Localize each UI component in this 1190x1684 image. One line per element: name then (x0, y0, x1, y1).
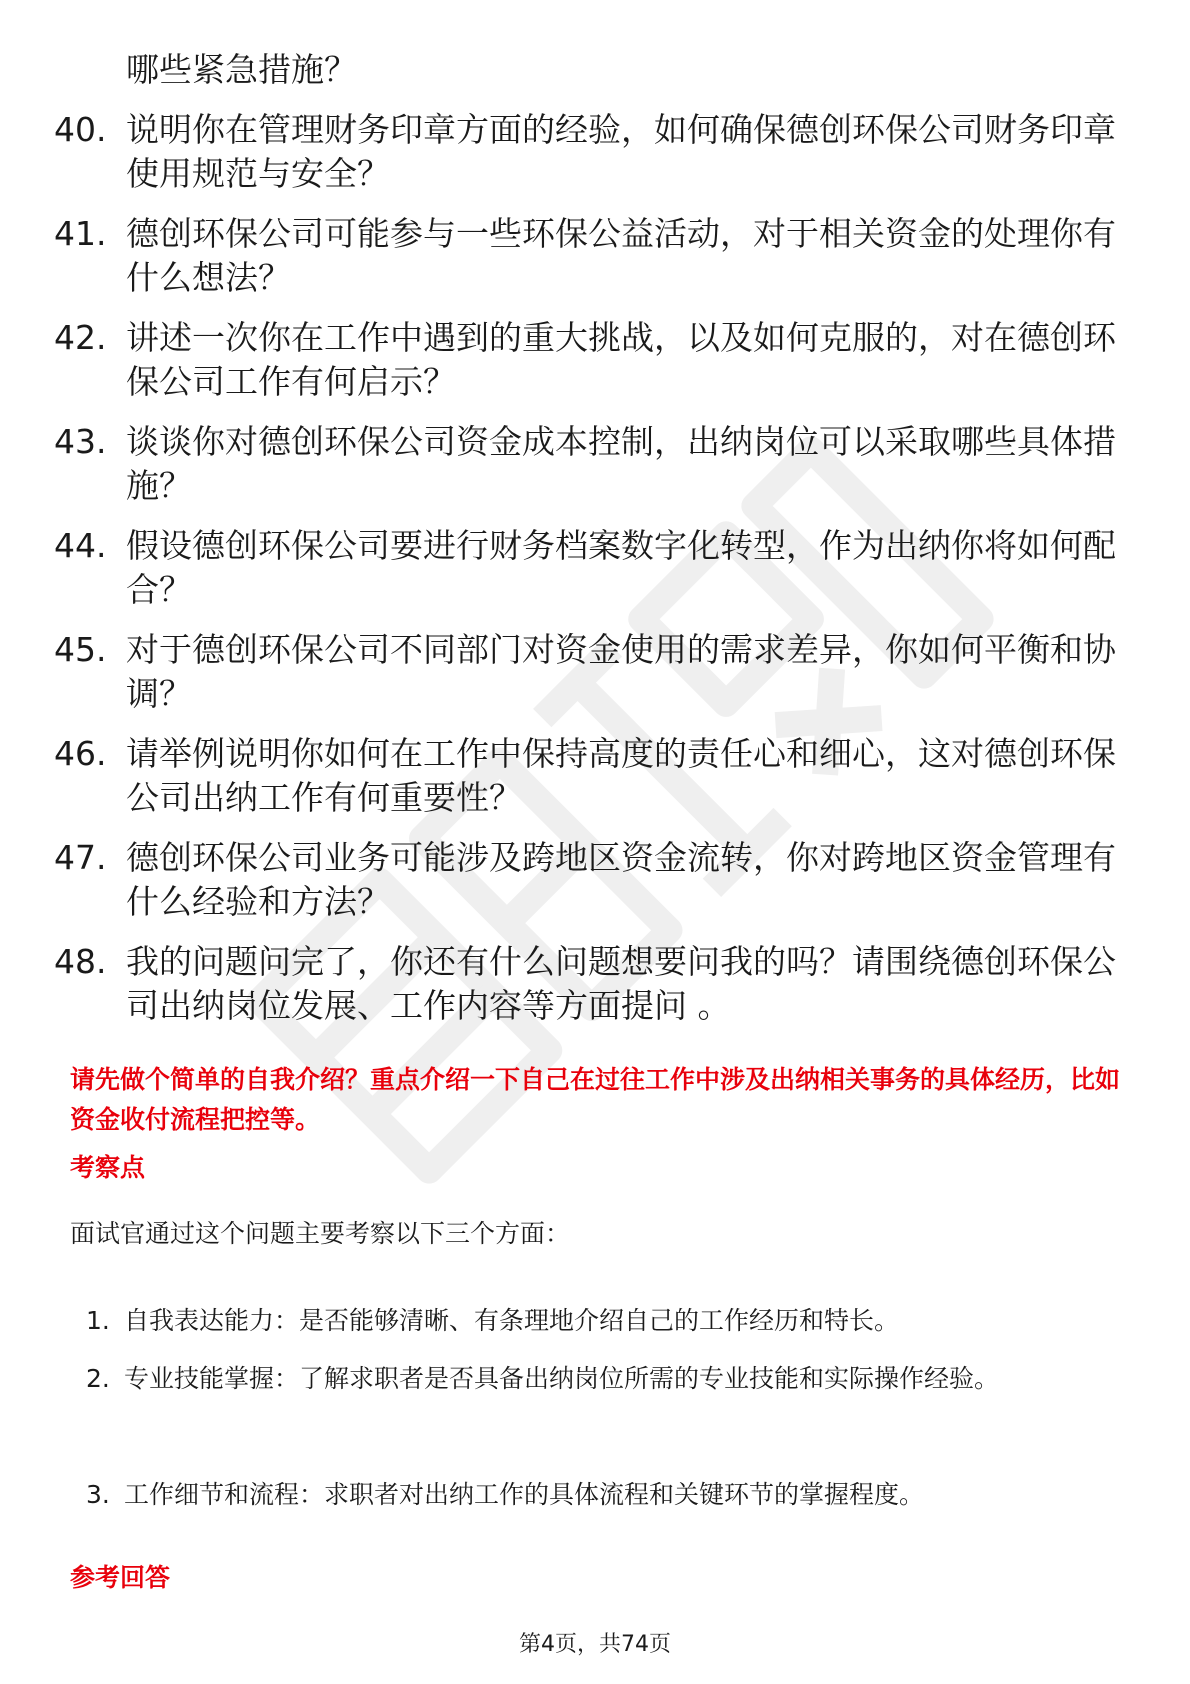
question-text: 说明你在管理财务印章方面的经验，如何确保德创环保公司财务印章使用规范与安全？ (126, 110, 1116, 193)
point-text: 专业技能掌握：了解求职者是否具备出纳岗位所需的专业技能和实际操作经验。 (124, 1364, 1000, 1393)
question-number: 42. (54, 318, 107, 357)
list-item (0, 212, 1190, 316)
question-text: 对于德创环保公司不同部门对资金使用的需求差异，你如何平衡和协调？ (126, 630, 1116, 713)
question-continuation: 哪些紧急措施？ (126, 50, 357, 89)
list-item (0, 1352, 1190, 1468)
question-text: 德创环保公司可能参与一些环保公益活动，对于相关资金的处理你有什么想法？ (126, 214, 1116, 297)
question-number: 45. (54, 630, 107, 669)
page-footer: 第4页，共74页 (519, 1632, 671, 1657)
question-number: 48. (54, 942, 107, 981)
question-number: 40. (54, 110, 107, 149)
list-item (0, 940, 1190, 1044)
list-item (0, 1294, 1190, 1352)
assessment-points (0, 1294, 1190, 1526)
question-list (0, 108, 1190, 1044)
question-number: 46. (54, 734, 107, 773)
list-item (0, 732, 1190, 836)
question-text: 我的问题问完了，你还有什么问题想要问我的吗？请围绕德创环保公司出纳岗位发展、工作内容等方面提问 。 (126, 942, 1116, 1025)
question-text: 假设德创环保公司要进行财务档案数字化转型，作为出纳你将如何配合？ (126, 526, 1116, 609)
section-heading-answer: 参考回答 (70, 1563, 171, 1592)
point-number: 3. (86, 1480, 110, 1509)
point-text: 工作细节和流程：求职者对出纳工作的具体流程和关键环节的掌握程度。 (124, 1480, 925, 1509)
question-text: 讲述一次你在工作中遇到的重大挑战，以及如何克服的，对在德创环保公司工作有何启示？ (126, 318, 1116, 401)
question-text: 请举例说明你如何在工作中保持高度的责任心和细心，这对德创环保公司出纳工作有何重要性？ (126, 734, 1116, 817)
question-text: 谈谈你对德创环保公司资金成本控制，出纳岗位可以采取哪些具体措施？ (126, 422, 1116, 505)
point-number: 1. (86, 1306, 110, 1335)
point-number: 2. (86, 1364, 110, 1393)
question-text: 德创环保公司业务可能涉及跨地区资金流转，你对跨地区资金管理有什么经验和方法？ (126, 838, 1116, 921)
question-number: 41. (54, 214, 107, 253)
list-item (0, 108, 1190, 212)
list-item (0, 524, 1190, 628)
question-number: 43. (54, 422, 107, 461)
list-item (0, 316, 1190, 420)
list-item (0, 836, 1190, 940)
question-number: 47. (54, 838, 107, 877)
point-text: 自我表达能力：是否能够清晰、有条理地介绍自己的工作经历和特长。 (124, 1306, 900, 1335)
highlighted-question: 请先做个简单的自我介绍？重点介绍一下自己在过往工作中涉及出纳相关事务的具体经历，比如资金收付流程把控等。 (70, 1065, 1121, 1134)
intro-text: 面试官通过这个问题主要考察以下三个方面： (70, 1219, 571, 1248)
list-item (0, 628, 1190, 732)
question-number: 44. (54, 526, 107, 565)
list-item (0, 420, 1190, 524)
section-heading-assessment: 考察点 (70, 1153, 146, 1182)
list-item (0, 1468, 1190, 1526)
